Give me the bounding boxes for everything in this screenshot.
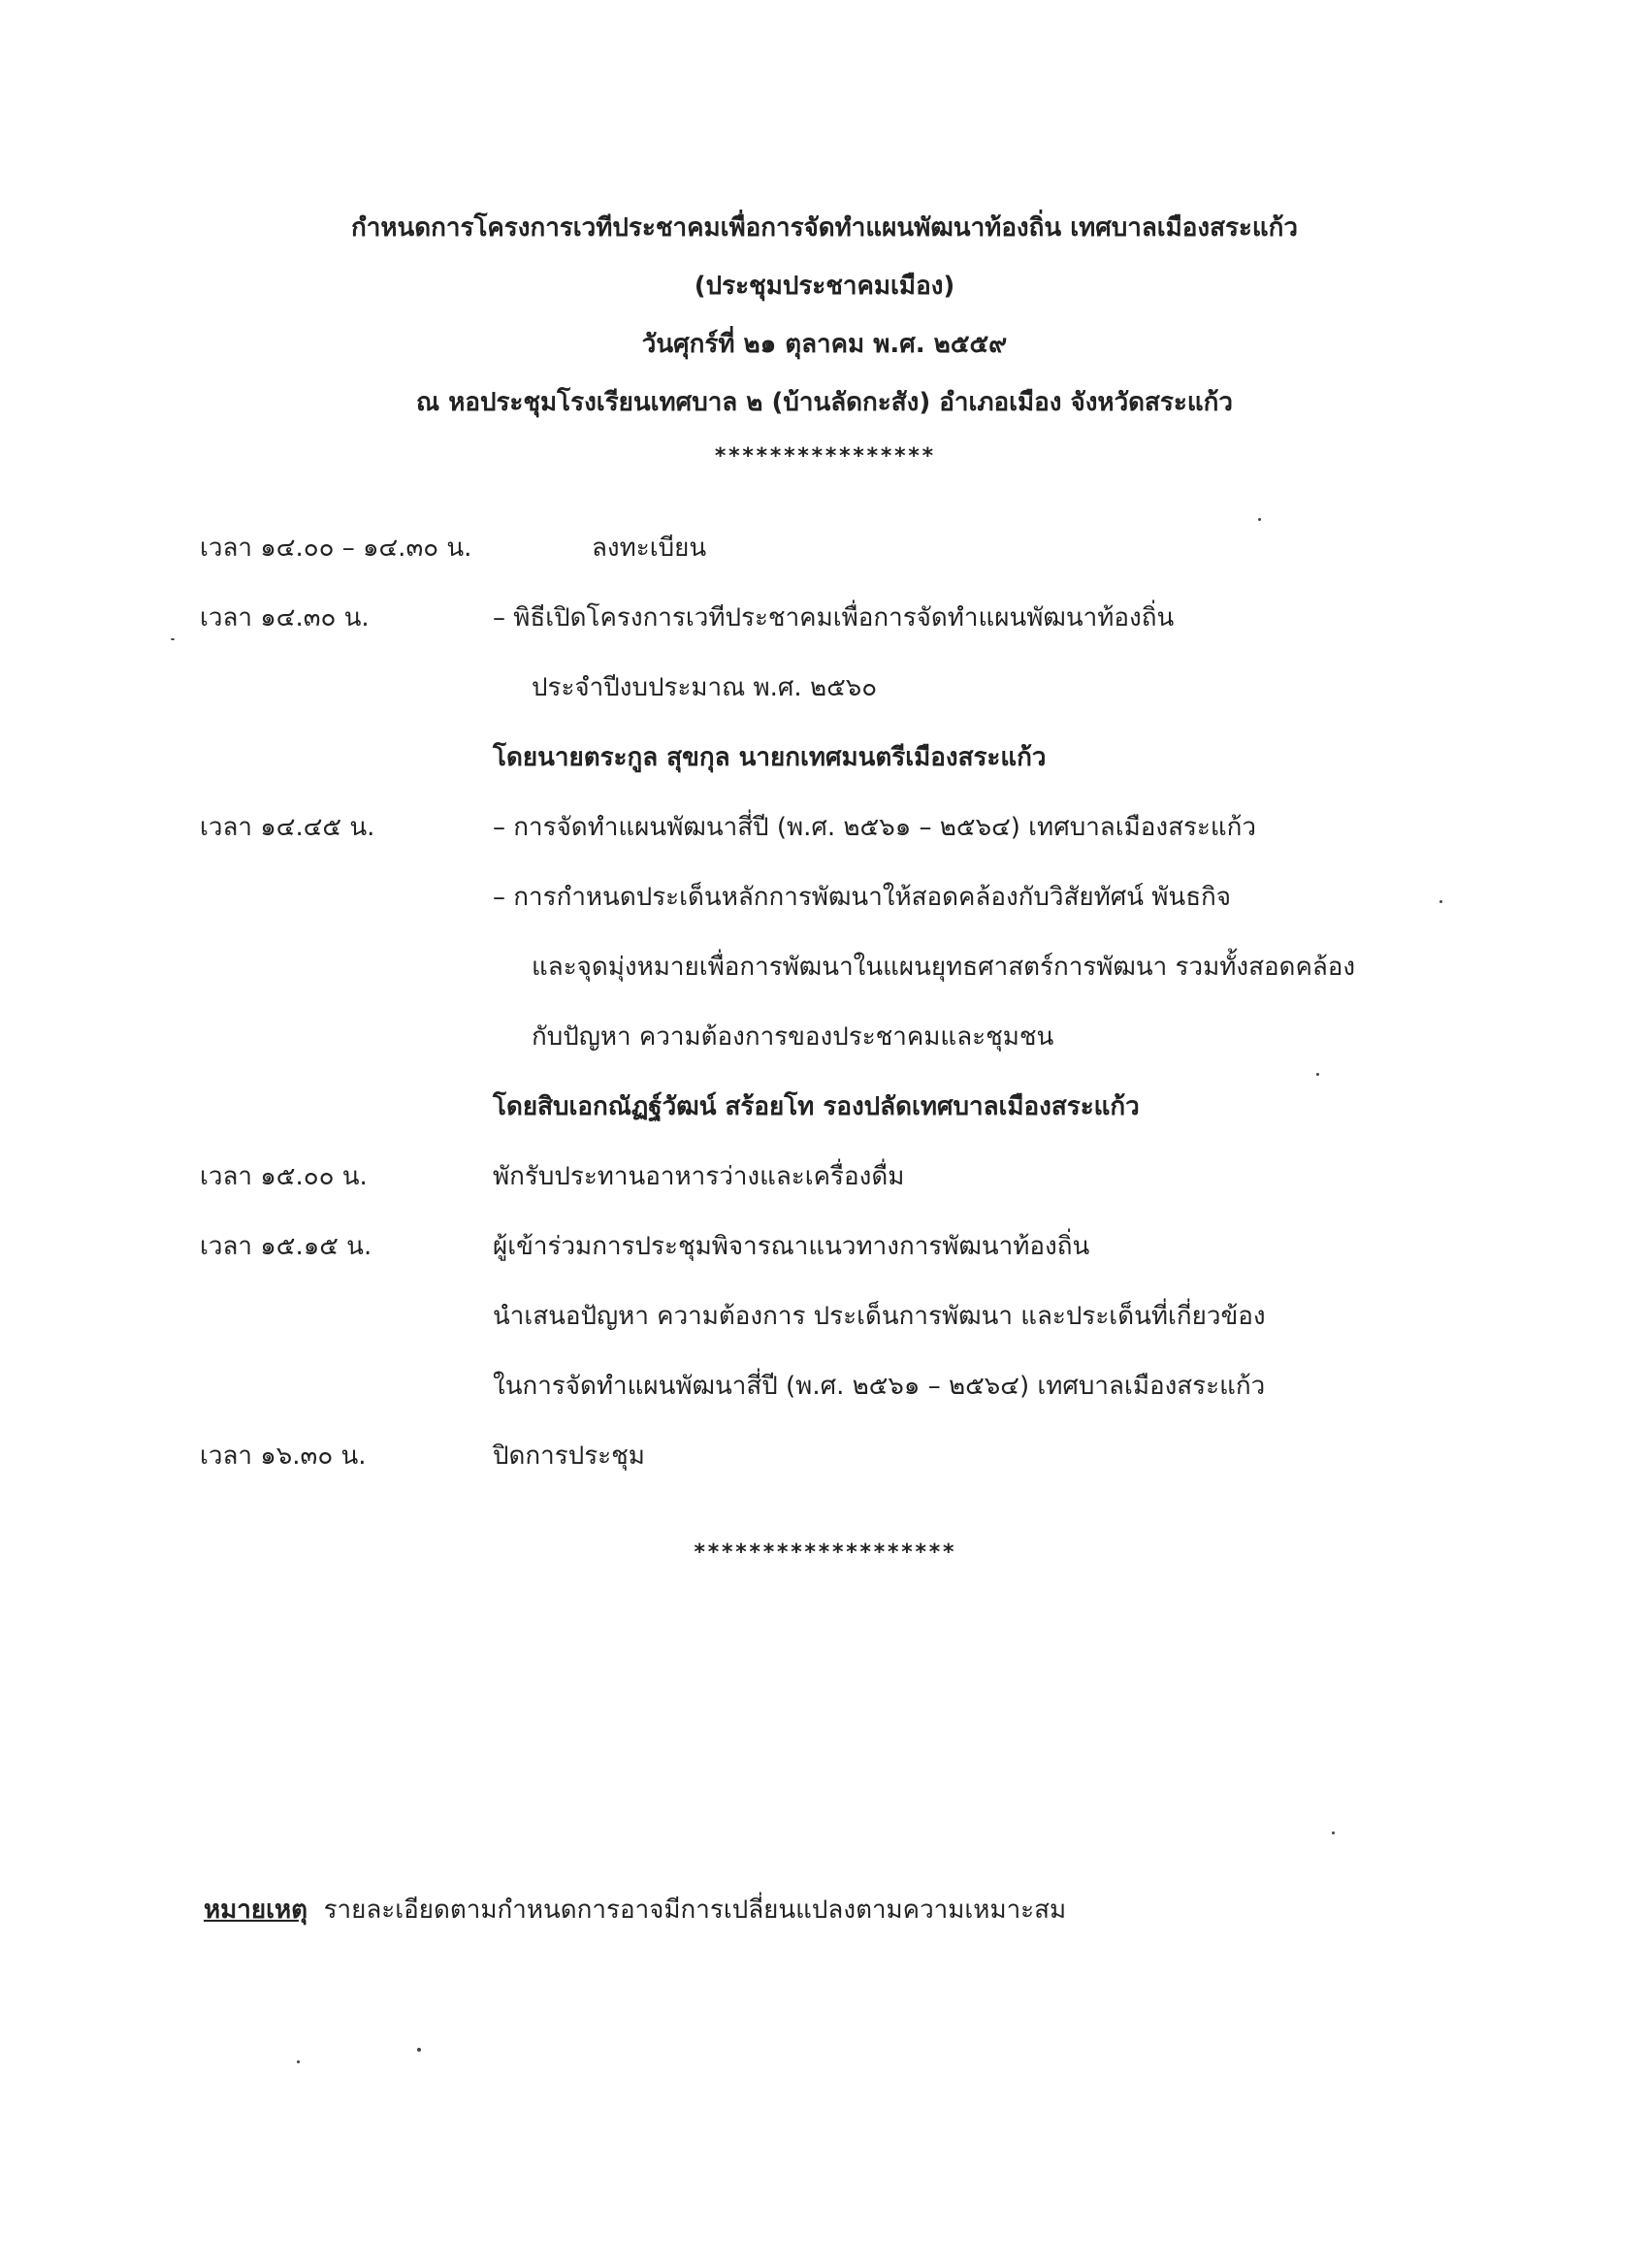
schedule-item: – การจัดทำแผนพัฒนาสี่ปี (พ.ศ. ๒๕๖๑ – ๒๕๖๔) เทศบาลเมืองสระแก้ว — [493, 813, 1256, 842]
schedule-presenter: โดยสิบเอกณัฏฐ์วัฒน์ สร้อยโท รองปลัดเทศบาลเมืองสระแก้ว — [493, 1092, 1140, 1121]
schedule-item: ในการจัดทำแผนพัฒนาสี่ปี (พ.ศ. ๒๕๖๑ – ๒๕๖๔) เทศบาลเมืองสระแก้ว — [493, 1372, 1266, 1401]
footer-separator: ******************* — [693, 1540, 956, 1565]
scan-speck — [1439, 900, 1442, 903]
schedule-item: ปิดการประชุม — [493, 1442, 645, 1471]
title-line-1: กำหนดการโครงการเวทีประชาคมเพื่อการจัดทำแผนพัฒนาท้องถิ่น เทศบาลเมืองสระแก้ว — [351, 213, 1298, 243]
schedule-item: พักรับประทานอาหารว่างและเครื่องดื่ม — [493, 1162, 905, 1191]
scan-speck — [1332, 1831, 1335, 1834]
scan-speck — [297, 2060, 300, 2063]
note — [204, 1894, 1066, 1927]
schedule-item: ประจำปีงบประมาณ พ.ศ. ๒๕๖๐ — [532, 673, 878, 702]
note-text: รายละเอียดตามกำหนดการอาจมีการเปลี่ยนแปลงตามความเหมาะสม — [323, 1895, 1067, 1925]
title-line-3: วันศุกร์ที่ ๒๑ ตุลาคม พ.ศ. ๒๕๕๙ — [641, 330, 1008, 359]
title-line-2: (ประชุมประชาคมเมือง) — [694, 272, 955, 301]
title-line-4: ณ หอประชุมโรงเรียนเทศบาล ๒ (บ้านลัดกะสัง) อำเภอเมือง จังหวัดสระแก้ว — [416, 388, 1233, 417]
schedule-time: เวลา ๑๔.๔๕ น. — [200, 813, 375, 842]
schedule-time: เวลา ๑๕.๑๕ น. — [200, 1232, 372, 1261]
schedule-item: นำเสนอปัญหา ความต้องการ ประเด็นการพัฒนา และประเด็นที่เกี่ยวข้อง — [493, 1302, 1266, 1331]
schedule-item: ลงทะเบียน — [592, 534, 707, 563]
schedule-item: กับปัญหา ความต้องการของประชาคมและชุมชน — [532, 1022, 1054, 1052]
schedule-item: – พิธีเปิดโครงการเวทีประชาคมเพื่อการจัดทำแผนพัฒนาท้องถิ่น — [493, 603, 1175, 632]
schedule-presenter: โดยนายตระกูล สุขกุล นายกเทศมนตรีเมืองสระแก้ว — [493, 743, 1047, 772]
scan-speck — [1258, 518, 1261, 521]
schedule-item: และจุดมุ่งหมายเพื่อการพัฒนาในแผนยุทธศาสตร์การพัฒนา รวมทั้งสอดคล้อง — [532, 953, 1356, 982]
header-separator: **************** — [714, 444, 935, 469]
schedule-time: เวลา ๑๕.๐๐ น. — [200, 1162, 368, 1191]
scan-speck — [417, 2048, 421, 2052]
schedule-time: เวลา ๑๔.๐๐ – ๑๔.๓๐ น. — [200, 534, 472, 563]
schedule-time: เวลา ๑๖.๓๐ น. — [200, 1442, 367, 1471]
note-label: หมายเหตุ — [204, 1895, 308, 1925]
scan-speck — [171, 638, 175, 640]
schedule-item: ผู้เข้าร่วมการประชุมพิจารณาแนวทางการพัฒนาท้องถิ่น — [493, 1232, 1090, 1261]
schedule-time: เวลา ๑๔.๓๐ น. — [200, 603, 370, 632]
scan-speck — [1316, 1073, 1319, 1076]
schedule-item: – การกำหนดประเด็นหลักการพัฒนาให้สอดคล้องกับวิสัยทัศน์ พันธกิจ — [493, 883, 1232, 912]
